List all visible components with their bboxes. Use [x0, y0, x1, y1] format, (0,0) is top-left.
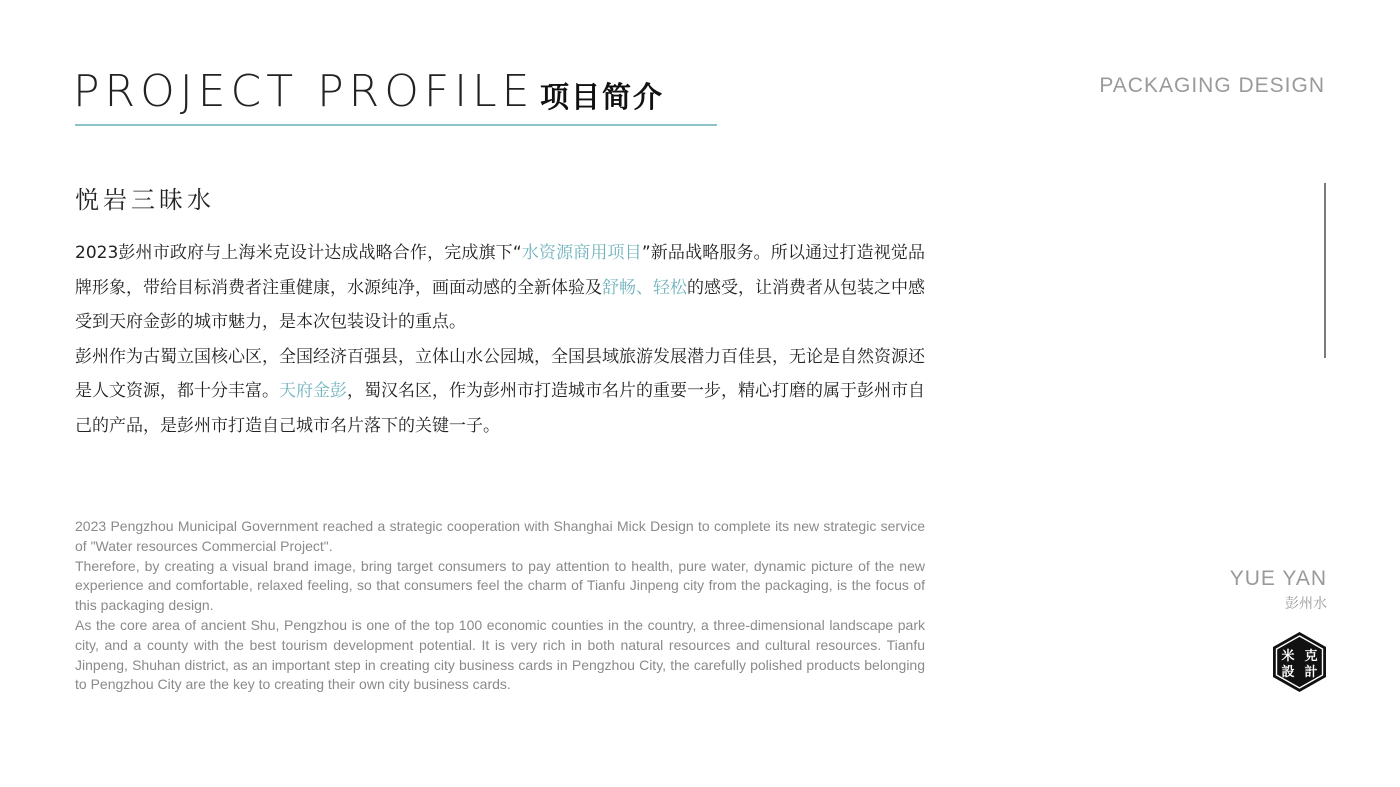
- paragraph-cn-1: 2023彭州市政府与上海米克设计达成战略合作，完成旗下“水资源商用项目”新品战略服务。所以通过打造视觉品牌形象，带给目标消费者注重健康，水源纯净，画面动感的全新体验及舒畅、轻松的感受，让消费者从包装之中感受到天府金彭的城市魅力，是本次包装设计的重点。: [75, 243, 925, 333]
- mick-design-logo-icon: [1271, 631, 1328, 693]
- paragraph-cn-2: 彭州作为古蜀立国核心区，全国经济百强县，立体山水公园城，全国县域旅游发展潜力百佳县，无论是自然资源还是人文资源，都十分丰富。天府金彭，蜀汉名区，作为彭州市打造城市名片的重要一步，精心打磨的属于彭州市自己的产品，是彭州市打造自己城市名片落下的关键一子。: [75, 346, 925, 436]
- highlight-tianfu-jinpeng: 天府金彭: [279, 381, 347, 402]
- paragraph-en-2: Therefore, by creating a visual brand image, bring target consumers to pay attention to health, pure water, dynamic picture of the new experience and comfortable, relaxed feeling, so that consumers feel the charm of Tianfu Jinpeng city from the packaging, is the focus of this packaging design.: [75, 557, 925, 614]
- brand-name-cn: 彭州水: [1285, 596, 1327, 612]
- highlight-comfort: 舒畅、轻松: [602, 277, 687, 298]
- body-text-cn: [75, 236, 925, 444]
- page-title-cn: 项目简介: [540, 80, 665, 114]
- svg-text:米: 米: [1281, 649, 1295, 664]
- svg-text:設: 設: [1281, 665, 1295, 680]
- product-name: 悦岩三昧水: [75, 186, 215, 214]
- title-underline: [75, 124, 717, 126]
- paragraph-en-3: As the core area of ancient Shu, Pengzhou is one of the top 100 economic counties in the country, a three-dimensional landscape park city, and a county with the best tourism development potential. It is very rich in both natural resources and cultural resources. Tianfu Jinpeng, Shuhan district, as an important step in creating city business cards in Pengzhou City, the carefully polished products belonging to Pengzhou City are the key to creating their own city business cards.: [75, 616, 925, 693]
- svg-text:計: 計: [1304, 665, 1318, 680]
- vertical-divider: [1324, 183, 1326, 358]
- body-text-en: [75, 517, 925, 695]
- page-title-en: PROJECT PROFILE: [73, 66, 535, 117]
- svg-text:克: 克: [1304, 649, 1318, 664]
- brand-name-en: YUE YAN: [1229, 567, 1327, 590]
- section-label: PACKAGING DESIGN: [1099, 74, 1325, 97]
- paragraph-en-1: 2023 Pengzhou Municipal Government reached a strategic cooperation with Shanghai Mick Design to complete its new strategic service of "Water resources Commercial Project".: [75, 518, 925, 554]
- highlight-water-project: 水资源商用项目: [521, 243, 642, 263]
